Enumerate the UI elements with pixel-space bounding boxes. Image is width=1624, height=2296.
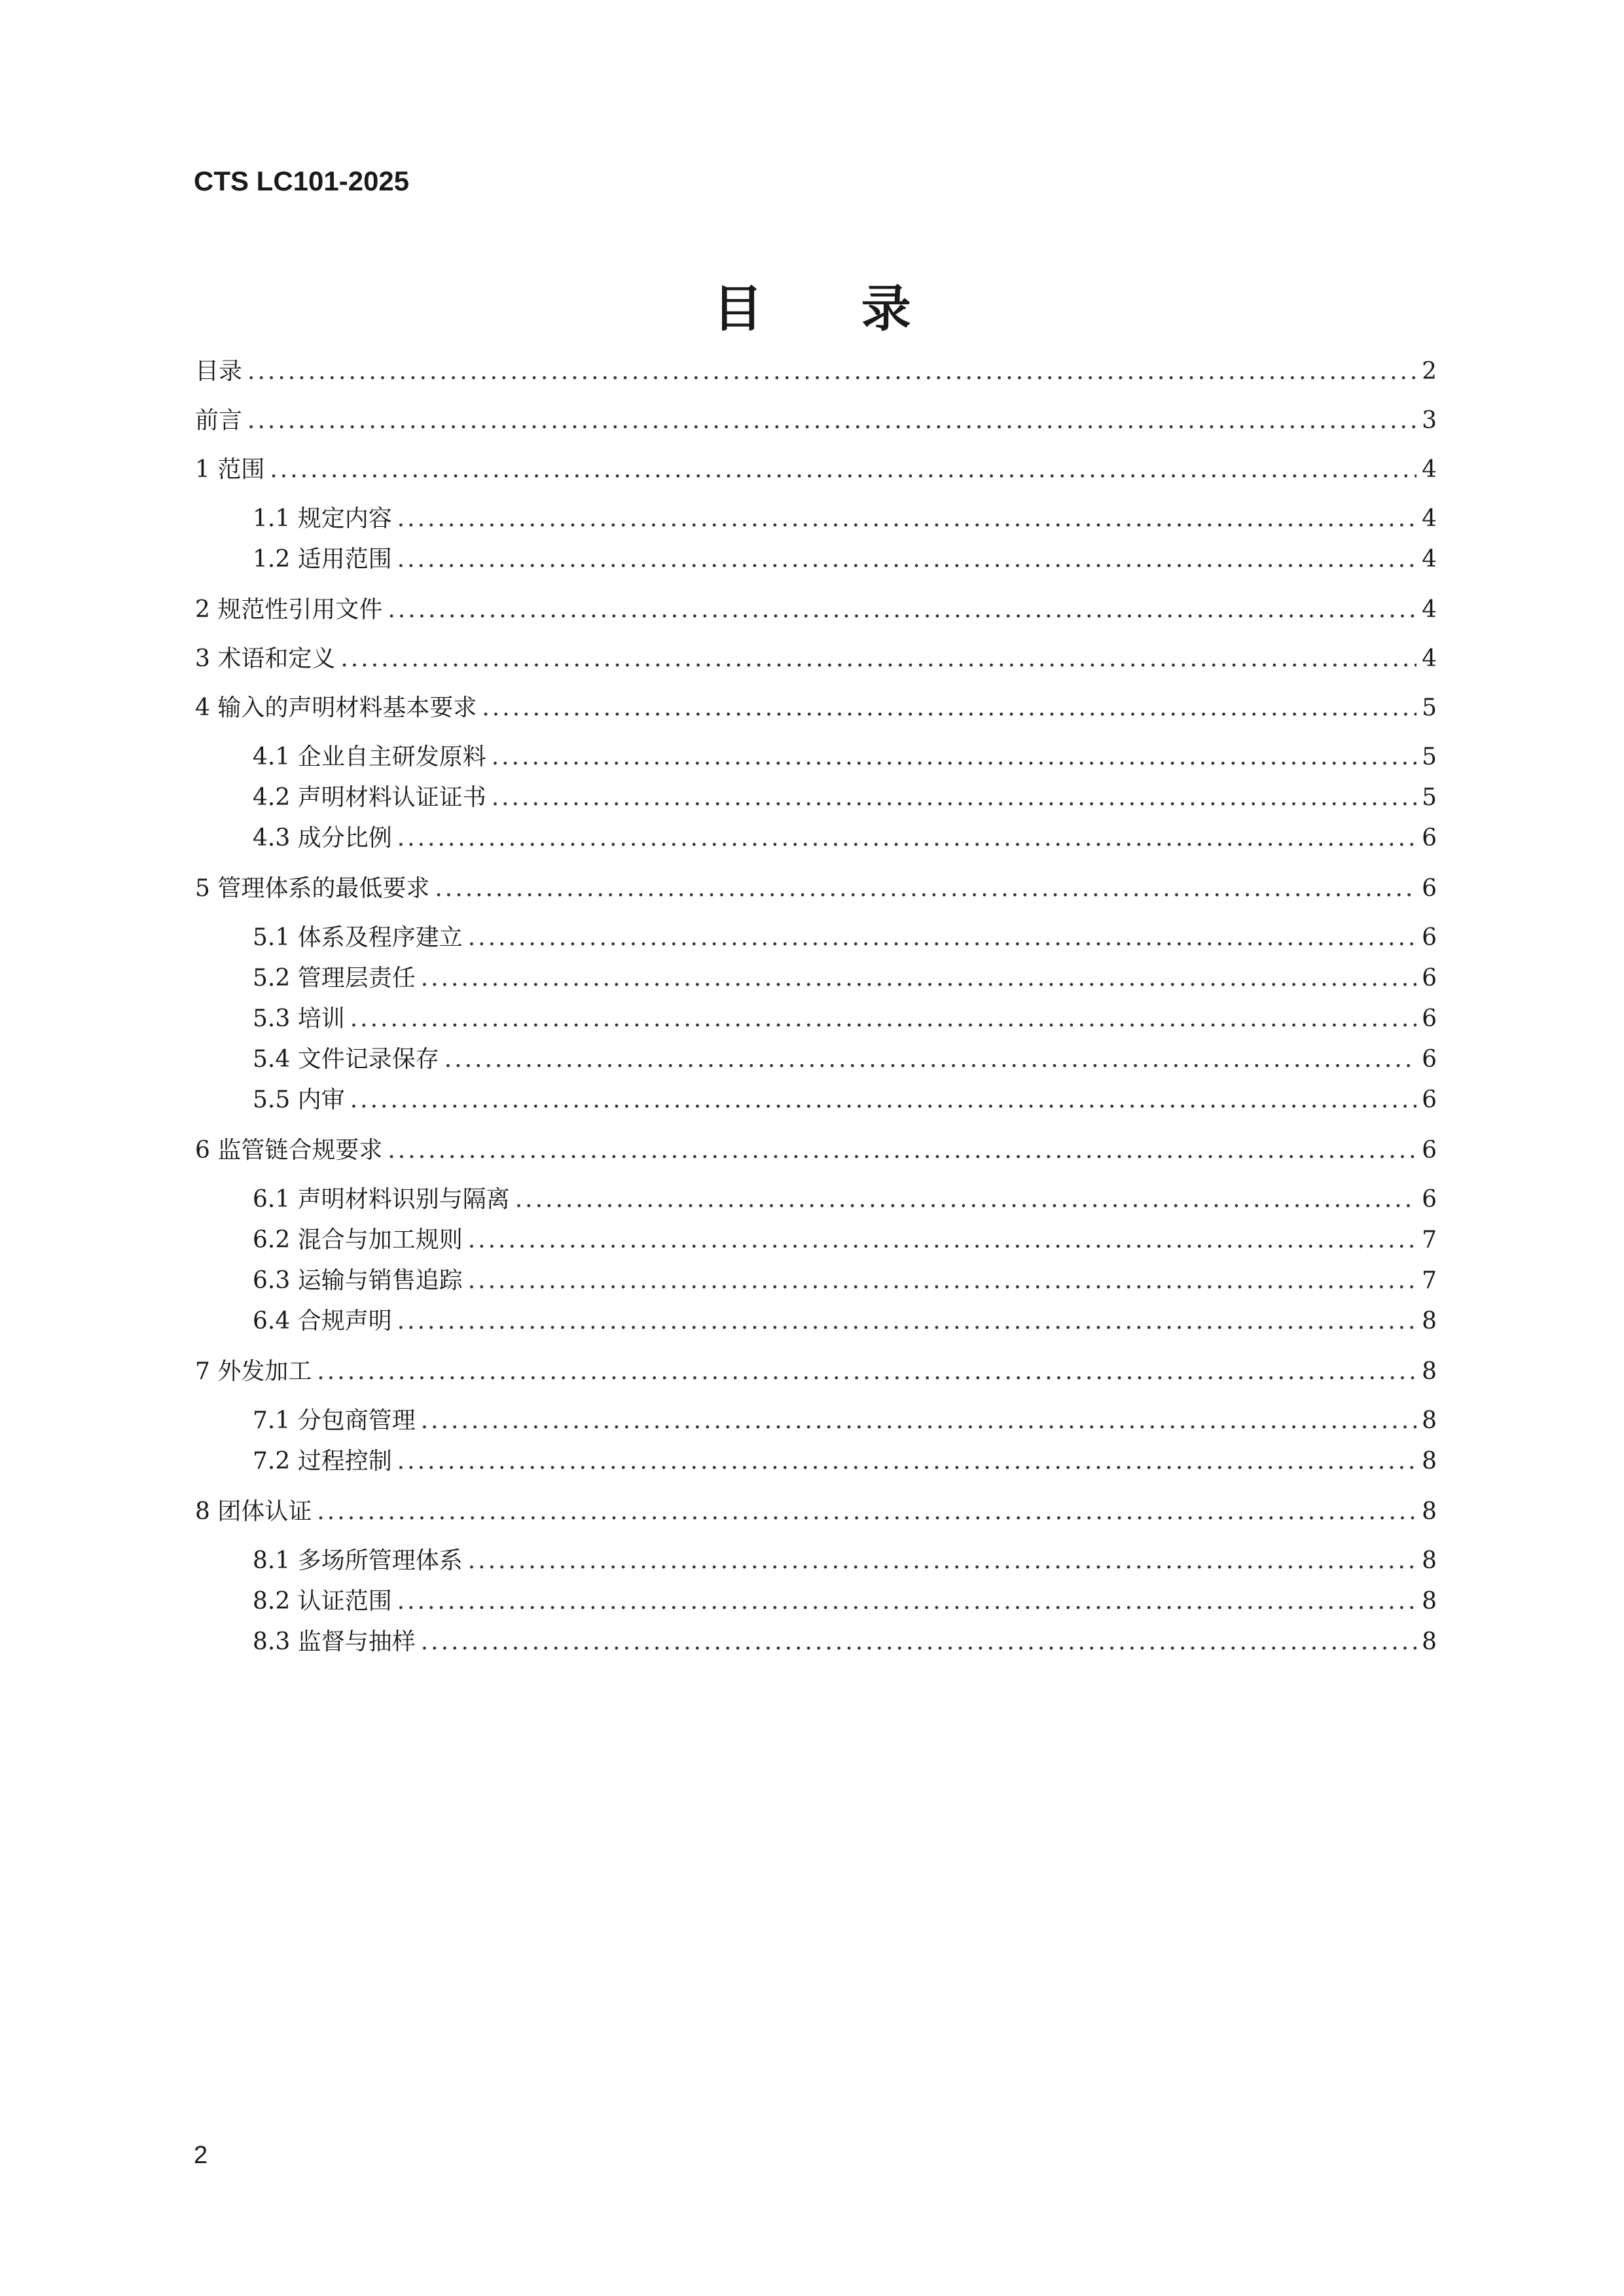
toc-entry-label: 5.2 管理层责任: [253, 965, 416, 992]
dot-leader: [421, 1405, 1416, 1437]
toc-entry-label: 8.3 监督与抽样: [253, 1628, 416, 1655]
toc-entry-page: 6: [1422, 1005, 1437, 1032]
toc-entry-section-4-3[interactable]: [253, 822, 1437, 855]
toc-entry-page: 6: [1422, 1186, 1437, 1213]
toc-entry-section-4-2[interactable]: [253, 781, 1437, 814]
toc-entry-foreword[interactable]: [195, 404, 1437, 437]
toc-entry-section-1[interactable]: [195, 454, 1437, 486]
toc-entry-section-5-5[interactable]: [253, 1084, 1437, 1117]
toc-entry-page: 5: [1422, 744, 1437, 770]
toc-entry-section-6-2[interactable]: [253, 1224, 1437, 1257]
toc-entry-label: 7.1 分包商管理: [253, 1407, 416, 1434]
toc-entry-page: 5: [1422, 694, 1437, 721]
toc-entry-page: 8: [1422, 1358, 1437, 1385]
toc-entry-section-3[interactable]: [195, 643, 1437, 675]
toc-entry-page: 4: [1422, 596, 1437, 623]
toc-entry-label: 1.2 适用范围: [253, 546, 392, 573]
toc-entry-label: 5.5 内审: [253, 1086, 345, 1113]
dot-leader: [397, 1585, 1416, 1618]
toc-entry-page: 6: [1422, 875, 1437, 902]
dot-leader: [492, 781, 1416, 814]
dot-leader: [444, 1043, 1416, 1076]
toc-entry-section-6-1[interactable]: [253, 1183, 1437, 1216]
dot-leader: [247, 355, 1416, 388]
toc-entry-label: 6.3 运输与销售追踪: [253, 1267, 463, 1294]
dot-leader: [421, 962, 1416, 995]
toc-entry-label: 5 管理体系的最低要求: [195, 875, 430, 902]
toc-entry-label: 4 输入的声明材料基本要求: [195, 694, 477, 721]
toc-entry-section-6-4[interactable]: [253, 1305, 1437, 1338]
dot-leader: [350, 1084, 1416, 1117]
toc-entry-page: 7: [1422, 1227, 1437, 1253]
toc-entry-section-2[interactable]: [195, 594, 1437, 626]
toc-entry-page: 8: [1422, 1547, 1437, 1574]
dot-leader: [397, 822, 1416, 855]
toc-entry-page: 6: [1422, 924, 1437, 951]
toc-entry-section-5-1[interactable]: [253, 922, 1437, 954]
toc-entry-page: 8: [1422, 1588, 1437, 1615]
toc-entry-section-4[interactable]: [195, 692, 1437, 725]
toc-entry-section-4-1[interactable]: [253, 741, 1437, 774]
toc-entry-label: 6 监管链合规要求: [195, 1137, 383, 1164]
toc-entry-section-6[interactable]: [195, 1134, 1437, 1167]
dot-leader: [317, 1355, 1416, 1388]
toc-entry-page: 8: [1422, 1308, 1437, 1335]
dot-leader: [397, 1305, 1416, 1338]
toc-entry-page: 4: [1422, 456, 1437, 483]
toc-entry-label: 5.3 培训: [253, 1005, 345, 1032]
toc-entry-label: 8.1 多场所管理体系: [253, 1547, 463, 1574]
toc-entry-section-7[interactable]: [195, 1355, 1437, 1388]
dot-leader: [340, 643, 1416, 675]
toc-entry-page: 6: [1422, 1137, 1437, 1164]
dot-leader: [482, 692, 1416, 725]
toc-entry-section-8[interactable]: [195, 1496, 1437, 1528]
toc-entry-page: 7: [1422, 1267, 1437, 1294]
toc-entry-section-5-2[interactable]: [253, 962, 1437, 995]
toc-entry-label: 7 外发加工: [195, 1358, 312, 1385]
document-code: CTS LC101-2025: [194, 166, 410, 196]
toc-entry-label: 6.2 混合与加工规则: [253, 1227, 463, 1253]
toc-entry-page: 6: [1422, 825, 1437, 852]
toc-entry-label: 7.2 过程控制: [253, 1448, 392, 1475]
toc-entry-section-7-1[interactable]: [253, 1405, 1437, 1437]
toc-entry-page: 6: [1422, 1086, 1437, 1113]
toc-entry-label: 5.4 文件记录保存: [253, 1046, 439, 1073]
toc-entry-page: 3: [1422, 407, 1437, 434]
toc-entry-page: 4: [1422, 505, 1437, 532]
dot-leader: [350, 1003, 1416, 1035]
dot-leader: [435, 872, 1416, 905]
toc-entry-section-8-3[interactable]: [253, 1626, 1437, 1659]
table-of-contents: [195, 0, 1437, 2296]
toc-entry-contents[interactable]: [195, 355, 1437, 388]
toc-entry-label: 1.1 规定内容: [253, 505, 392, 532]
toc-entry-section-1-1[interactable]: [253, 503, 1437, 535]
toc-entry-label: 4.2 声明材料认证证书: [253, 784, 486, 811]
dot-leader: [388, 594, 1416, 626]
toc-entry-label: 1 范围: [195, 456, 265, 483]
toc-entry-label: 8 团体认证: [195, 1498, 312, 1525]
toc-entry-section-5-4[interactable]: [253, 1043, 1437, 1076]
dot-leader: [468, 1224, 1416, 1257]
toc-entry-page: 8: [1422, 1498, 1437, 1525]
toc-entry-page: 6: [1422, 965, 1437, 992]
toc-entry-label: 前言: [195, 407, 243, 434]
toc-entry-page: 2: [1422, 358, 1437, 385]
dot-leader: [397, 1445, 1416, 1478]
dot-leader: [468, 1545, 1416, 1577]
toc-entry-section-5[interactable]: [195, 872, 1437, 905]
toc-entry-label: 6.1 声明材料识别与隔离: [253, 1186, 510, 1213]
toc-entry-page: 8: [1422, 1628, 1437, 1655]
toc-entry-section-7-2[interactable]: [253, 1445, 1437, 1478]
toc-entry-page: 4: [1422, 645, 1437, 672]
toc-entry-page: 8: [1422, 1448, 1437, 1475]
dot-leader: [515, 1183, 1416, 1216]
dot-leader: [421, 1626, 1416, 1659]
toc-entry-label: 3 术语和定义: [195, 645, 336, 672]
toc-title: 目 录: [713, 279, 952, 338]
page-number: 2: [194, 2142, 208, 2169]
dot-leader: [247, 404, 1416, 437]
toc-entry-page: 4: [1422, 546, 1437, 573]
toc-entry-section-5-3[interactable]: [253, 1003, 1437, 1035]
toc-entry-label: 6.4 合规声明: [253, 1308, 392, 1335]
dot-leader: [397, 543, 1416, 576]
dot-leader: [317, 1496, 1416, 1528]
toc-entry-label: 8.2 认证范围: [253, 1588, 392, 1615]
toc-entry-section-6-3[interactable]: [253, 1265, 1437, 1297]
toc-entry-page: 8: [1422, 1407, 1437, 1434]
toc-entry-page: 5: [1422, 784, 1437, 811]
dot-leader: [397, 503, 1416, 535]
dot-leader: [388, 1134, 1416, 1167]
dot-leader: [270, 454, 1416, 486]
toc-entry-label: 4.3 成分比例: [253, 825, 392, 852]
dot-leader: [468, 922, 1416, 954]
toc-entry-section-1-2[interactable]: [253, 543, 1437, 576]
dot-leader: [468, 1265, 1416, 1297]
toc-entry-section-8-2[interactable]: [253, 1585, 1437, 1618]
toc-entry-label: 4.1 企业自主研发原料: [253, 744, 486, 770]
toc-entry-label: 5.1 体系及程序建立: [253, 924, 463, 951]
toc-entry-section-8-1[interactable]: [253, 1545, 1437, 1577]
toc-entry-label: 目录: [195, 358, 243, 385]
toc-entry-label: 2 规范性引用文件: [195, 596, 383, 623]
toc-entry-page: 6: [1422, 1046, 1437, 1073]
dot-leader: [492, 741, 1416, 774]
